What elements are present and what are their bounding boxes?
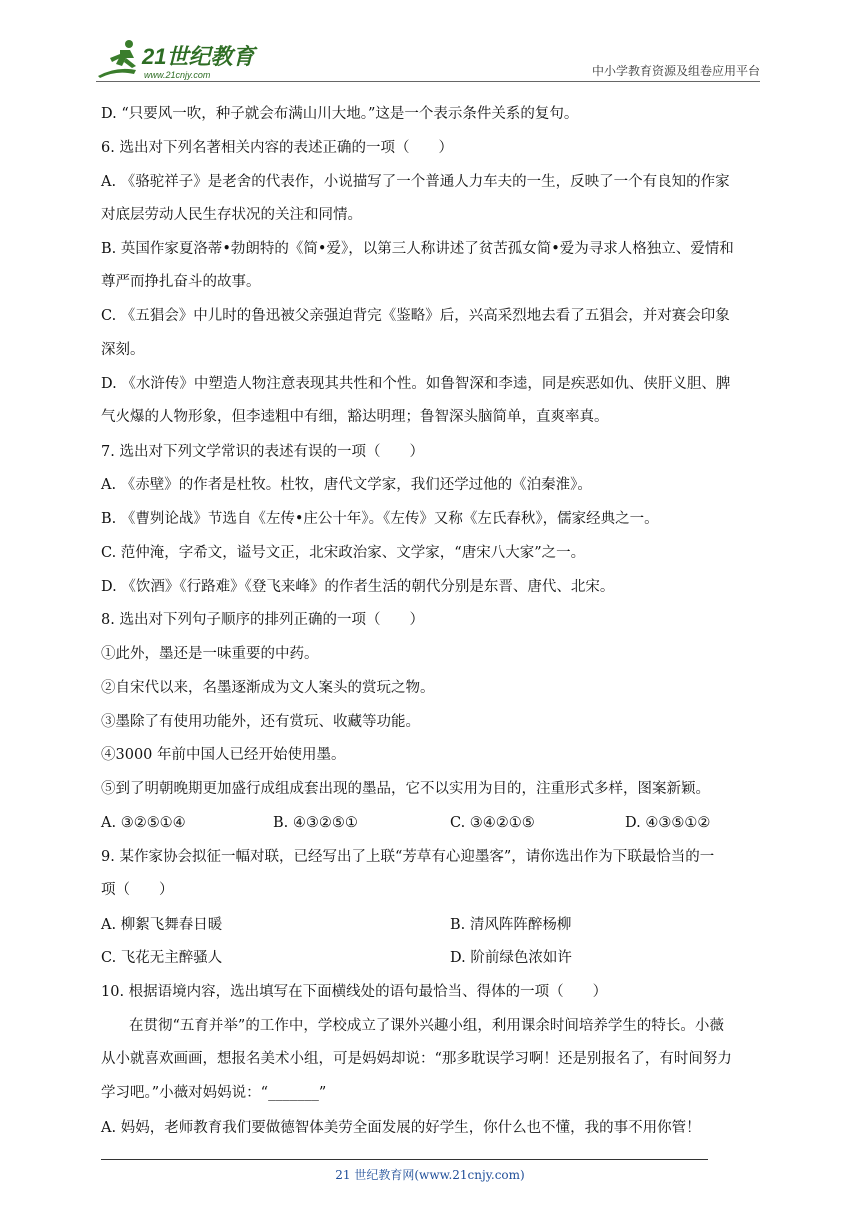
- page-header: [96, 30, 760, 82]
- q10-option-a: A. 妈妈，老师教育我们要做德智体美劳全面发展的好学生，你什么也不懂，我的事不用你管！: [101, 1120, 701, 1136]
- q8-sentence-1: ①此外，墨还是一味重要的中药。: [101, 646, 319, 662]
- q10-passage-line1: 在贯彻“五育并举”的工作中，学校成立了课外兴趣小组，利用课余时间培养学生的特长。小薇: [129, 1018, 724, 1034]
- q9-stem-line1: 9. 某作家协会拟征一幅对联，已经写出了上联“芳草有心迎墨客”，请你选出作为下联最恰当的一: [101, 849, 715, 865]
- q7-option-c: C. 范仲淹，字希文，谥号文正，北宋政治家、文学家，“唐宋八大家”之一。: [101, 545, 586, 561]
- q8-sentence-2: ②自宋代以来，名墨逐渐成为文人案头的赏玩之物。: [101, 680, 435, 696]
- q10-passage-line2: 从小就喜欢画画，想报名美术小组，可是妈妈却说：“那多耽误学习啊！还是别报名了，有时间努力: [101, 1051, 732, 1067]
- q10-passage-line3: 学习吧。”小薇对妈妈说：“_______”: [101, 1085, 327, 1101]
- svg-text:21世纪教育: 21世纪教育: [142, 44, 255, 69]
- q8-option-d: D. ④③⑤①②: [625, 815, 711, 831]
- q6-option-d-line1: D. 《水浒传》中塑造人物注意表现其共性和个性。如鲁智深和李逵，同是疾恶如仇、侠肝义胆、脾: [101, 376, 731, 392]
- q7-option-a: A. 《赤壁》的作者是杜牧。杜牧，唐代文学家，我们还学过他的《泊秦淮》。: [101, 477, 592, 493]
- q10-stem: 10. 根据语境内容，选出填写在下面横线处的语句最恰当、得体的一项（ ）: [101, 984, 608, 1000]
- q6-option-a-line2: 对底层劳动人民生存状况的关注和同情。: [101, 207, 362, 223]
- q6-option-b-line1: B. 英国作家夏洛蒂•勃朗特的《简•爱》，以第三人称讲述了贫苦孤女简•爱为寻求人格独立、爱情和: [101, 241, 734, 257]
- q9-option-d: D. 阶前绿色浓如许: [450, 950, 572, 966]
- q8-option-c: C. ③④②①⑤: [450, 815, 535, 831]
- page-footer: 21 世纪教育网(www.21cnjy.com): [335, 1168, 525, 1182]
- q8-stem: 8. 选出对下列句子顺序的排列正确的一项（ ）: [101, 612, 424, 628]
- q7-option-b: B. 《曹刿论战》节选自《左传•庄公十年》。《左传》又称《左氏春秋》，儒家经典之一。: [101, 511, 659, 527]
- q9-option-b: B. 清风阵阵醉杨柳: [450, 917, 572, 933]
- q6-option-c-line2: 深刻。: [101, 342, 145, 358]
- q9-stem-line2: 项（ ）: [101, 882, 174, 898]
- site-logo: [96, 36, 271, 82]
- svg-text:www.21cnjy.com: www.21cnjy.com: [144, 70, 211, 80]
- q9-option-a: A. 柳絮飞舞春日暖: [101, 917, 223, 933]
- q6-option-c-line1: C. 《五猖会》中儿时的鲁迅被父亲强迫背完《鉴略》后，兴高采烈地去看了五猖会，并对赛会印象: [101, 308, 730, 324]
- header-divider: [96, 81, 760, 82]
- footer-divider: [101, 1159, 708, 1160]
- q6-option-d-line2: 气火爆的人物形象，但李逵粗中有细，豁达明理；鲁智深头脑简单，直爽率真。: [101, 409, 609, 425]
- q8-option-b: B. ④③②⑤①: [273, 815, 358, 831]
- q8-sentence-5: ⑤到了明朝晚期更加盛行成组成套出现的墨品，它不以实用为目的，注重形式多样，图案新颖。: [101, 781, 710, 797]
- q8-option-a: A. ③②⑤①④: [101, 815, 186, 831]
- running-figure-icon: [98, 40, 136, 78]
- q6-option-b-line2: 尊严而挣扎奋斗的故事。: [101, 274, 261, 290]
- q7-stem: 7. 选出对下列文学常识的表述有误的一项（ ）: [101, 444, 424, 460]
- q8-sentence-3: ③墨除了有使用功能外，还有赏玩、收藏等功能。: [101, 714, 420, 730]
- q6-stem: 6. 选出对下列名著相关内容的表述正确的一项（ ）: [101, 140, 453, 156]
- q7-option-d: D. 《饮酒》《行路难》《登飞来峰》的作者生活的朝代分别是东晋、唐代、北宋。: [101, 579, 615, 595]
- platform-name: 中小学教育资源及组卷应用平台: [591, 64, 760, 78]
- q5-option-d: D. “只要风一吹，种子就会布满山川大地。”这是一个表示条件关系的复句。: [101, 106, 579, 122]
- q6-option-a-line1: A. 《骆驼祥子》是老舍的代表作，小说描写了一个普通人力车夫的一生，反映了一个有良知的作家: [101, 174, 730, 190]
- q9-option-c: C. 飞花无主醉骚人: [101, 950, 223, 966]
- q8-sentence-4: ④3000 年前中国人已经开始使用墨。: [101, 747, 346, 763]
